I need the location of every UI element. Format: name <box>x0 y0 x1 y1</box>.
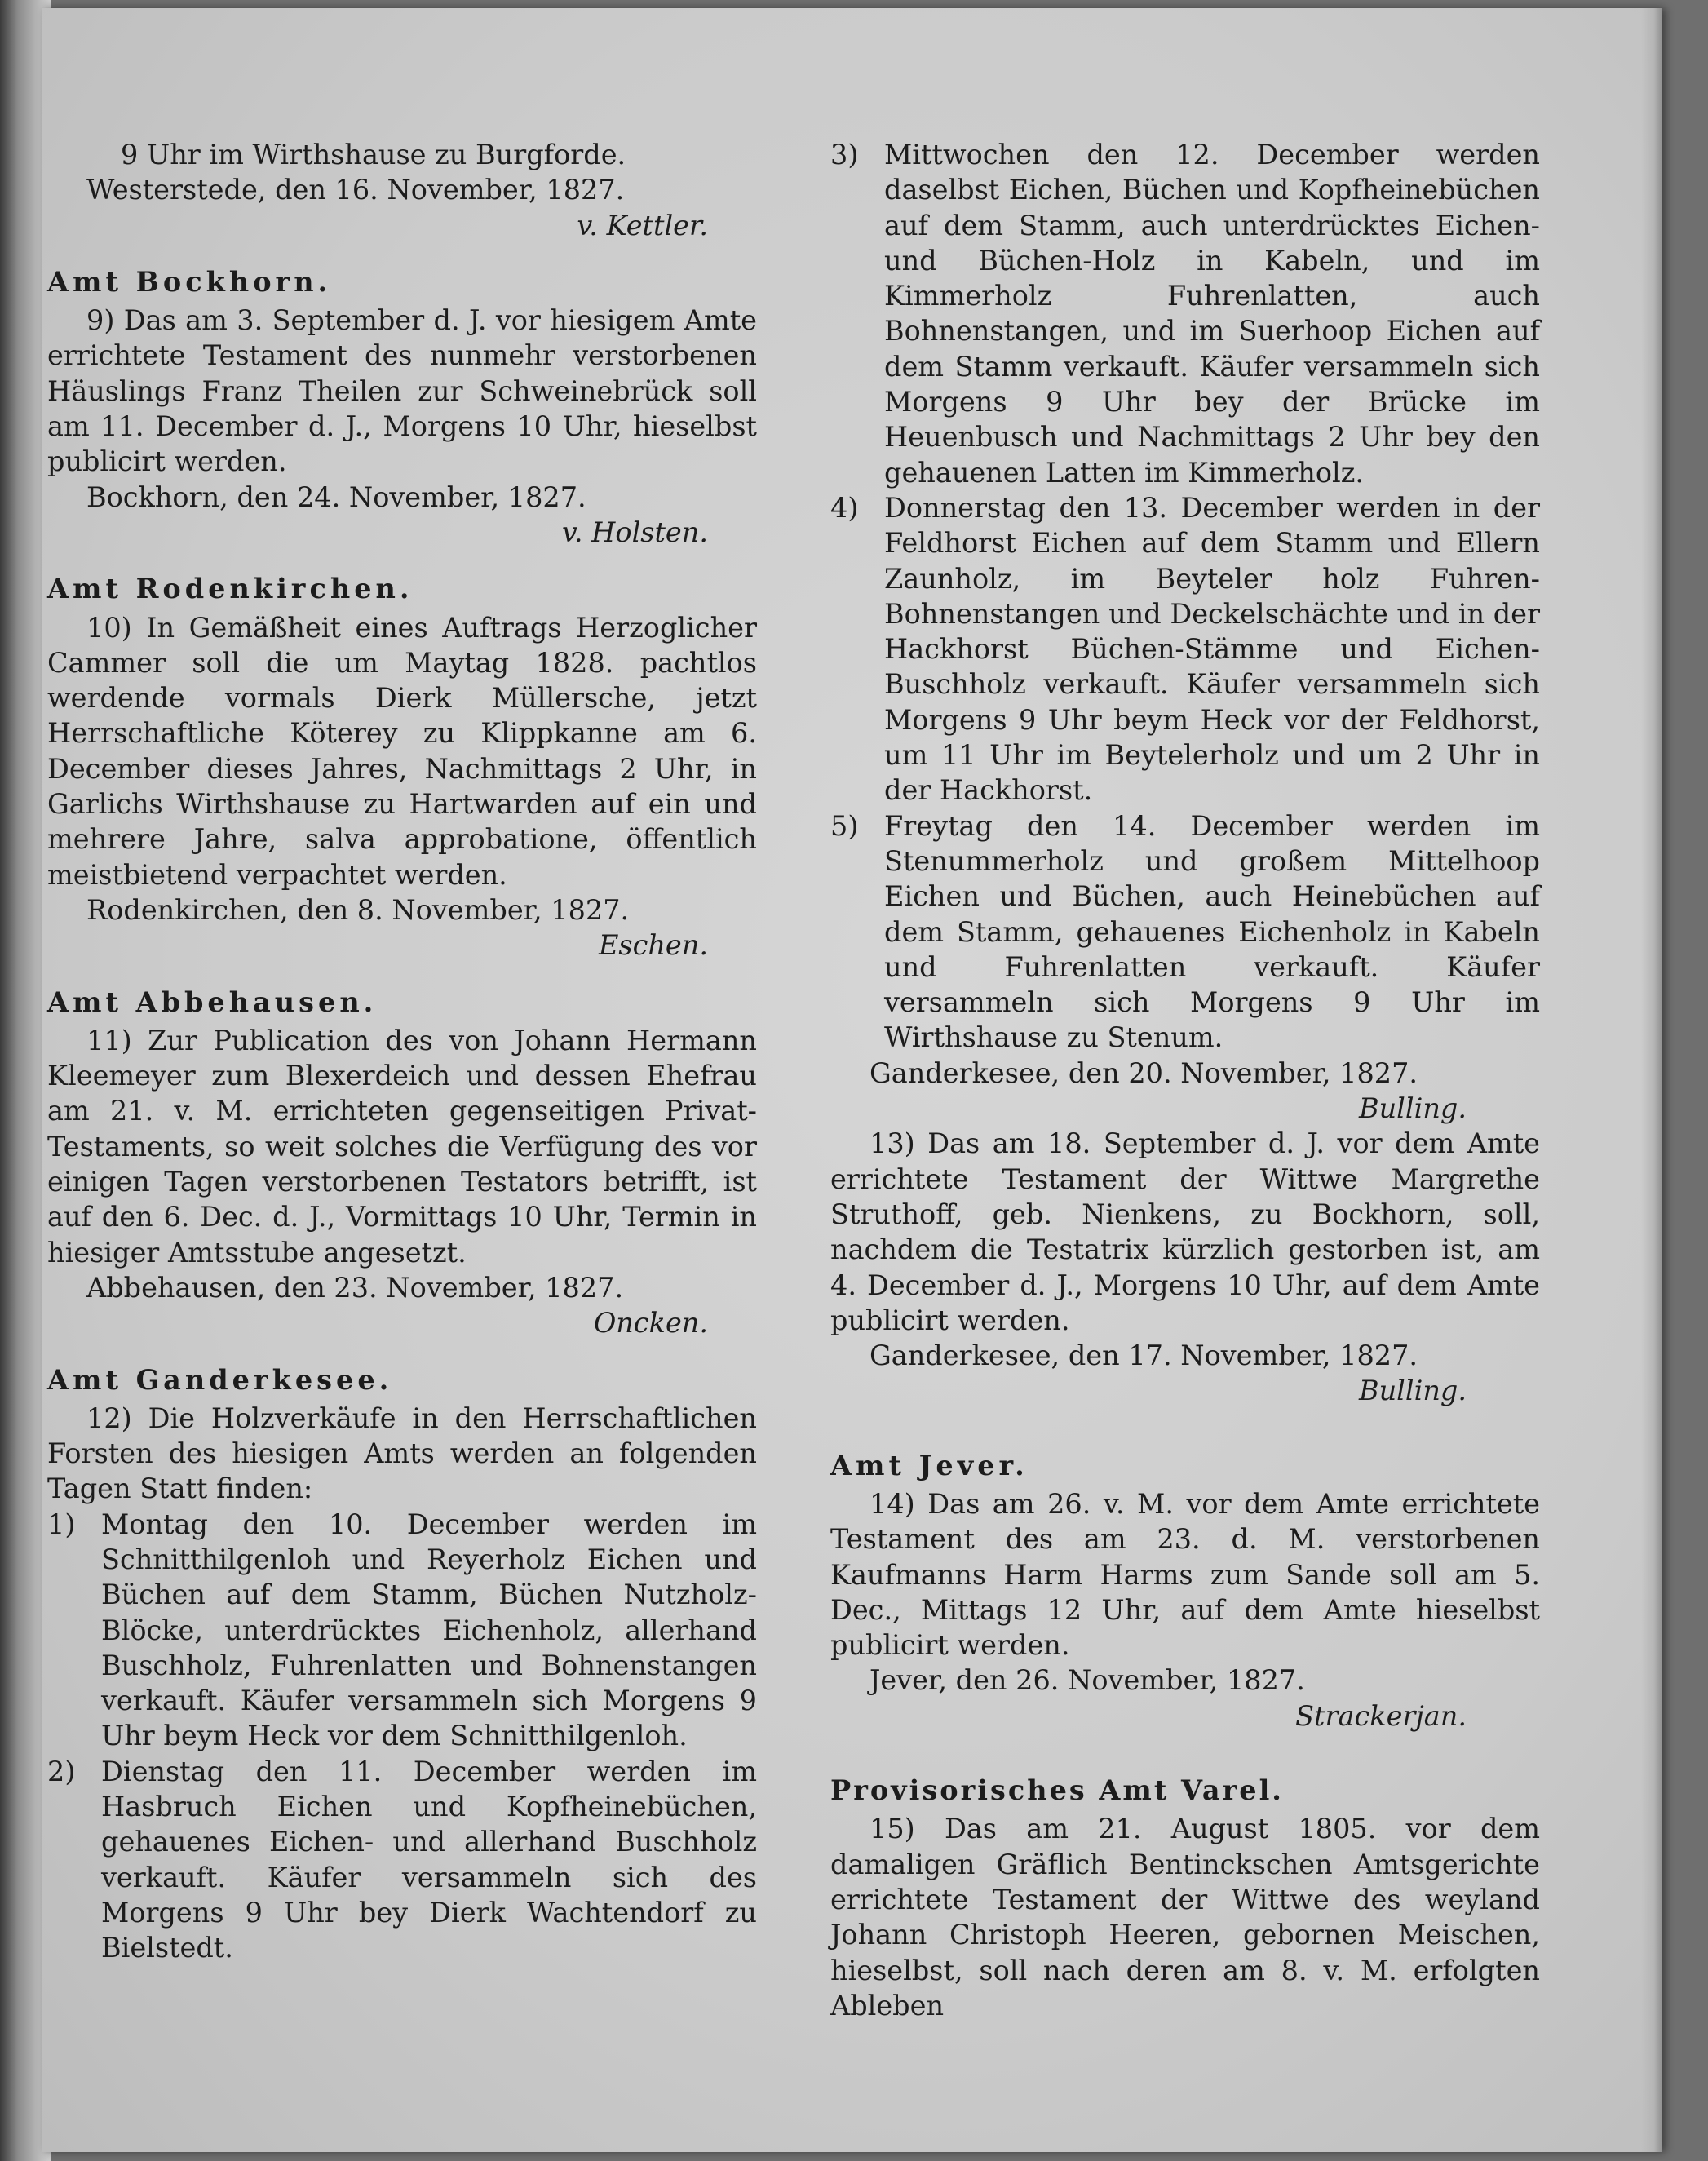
dateline-bockhorn: Bockhorn, den 24. November, 1827. <box>86 480 586 513</box>
paragraph-ganderkesee-intro: 12) Die Holzverkäufe in den Herrschaftlichen Forsten des hiesigen Amts werden an folgenden Tagen Statt finden: <box>47 1402 757 1505</box>
spacer <box>830 1734 1540 1751</box>
paragraph-bockhorn: 9) Das am 3. September d. J. vor hiesigem Amte errichtete Testament des nunmehr verstorbenen Häuslings Franz Theilen zur Schweinebrück soll am 11. December d. J., Morgens 10 Uhr, hieselbst publicirt werden. <box>47 304 757 478</box>
list-item-number: 2) <box>47 1755 76 1787</box>
page-edge-shadow <box>1641 8 1662 2152</box>
paragraph-abbehausen: 11) Zur Publication des von Johann Hermann Kleemeyer zum Blexerdeich und dessen Ehefrau am 21. v. M. errichteten gegenseitigen Privat-Testaments, so weit solches die Verfügung des vor einigen Tagen verstorbenen Testators betrifft, ist auf den 6. Dec. d. J., Vormittags 10 Uhr, Termin in hiesiger Amtsstube angesetzt. <box>47 1024 757 1269</box>
list-item-text: Freytag den 14. December werden im Stenummerholz und großem Mittelhoop Eichen und Büchen, auch Heinebüchen auf dem Stamm, gehauenes Eichenholz in Kabeln und Fuhrenlatten verkauft. Käufer versammeln sich Morgens 9 Uhr im Wirthshause zu Stenum. <box>884 809 1540 1054</box>
list-item-number: 5) <box>830 809 859 842</box>
list-item-number: 4) <box>830 491 859 524</box>
list-item-text: Montag den 10. December werden im Schnitthilgenloh und Reyerholz Eichen und Büchen auf dem Stamm, Büchen Nutzholz-Blöcke, unterdrücktes Eichenholz, allerhand Buschholz, Fuhrenlatten und Bohnenstangen verkauft. Käufer versammeln sich Morgens 9 Uhr beym Heck vor dem Schnitthilgenloh. <box>101 1508 757 1752</box>
signature-bockhorn: v. Holsten. <box>561 516 708 548</box>
dateline-jever: Jever, den 26. November, 1827. <box>869 1664 1305 1697</box>
paragraph-varel: 15) Das am 21. August 1805. vor dem damaligen Gräflich Bentinckschen Amtsgerichte errichtete Testament der Wittwe des weyland Johann Christoph Heeren, gebornen Meischen, hieselbst, soll nach deren am 8. v. M. erfolgten Ableben <box>830 1813 1540 2022</box>
list-item <box>830 808 1540 1056</box>
intro-dateline: Westerstede, den 16. November, 1827. <box>86 174 625 206</box>
list-item-number: 1) <box>47 1508 76 1540</box>
signature-abbehausen: Oncken. <box>593 1307 708 1340</box>
list-item-number: 3) <box>830 139 859 170</box>
intro-line: 9 Uhr im Wirthshause zu Burgforde. <box>121 139 626 170</box>
list-item <box>47 1754 757 1966</box>
spacer <box>830 1409 1540 1427</box>
section-heading-ganderkesee: Amt Ganderkesee. <box>47 1363 393 1396</box>
section-heading-bockhorn: Amt Bockhorn. <box>47 265 332 298</box>
dateline-ganderkesee-items: Ganderkesee, den 20. November, 1827. <box>869 1056 1418 1089</box>
section-heading-jever: Amt Jever. <box>830 1449 1029 1481</box>
section-heading-rodenkirchen: Amt Rodenkirchen. <box>47 573 414 605</box>
document-page <box>42 8 1662 2152</box>
signature-rodenkirchen: Eschen. <box>598 929 708 962</box>
left-column <box>47 137 757 1966</box>
list-item-text: Donnerstag den 13. December werden in der Feldhorst Eichen auf dem Stamm und Ellern Zaunholz, im Beyteler holz Fuhren-Bohnenstangen und Deckelschächte und in der Hackhorst Büchen-Stämme und Eichen-Buschholz verkauft. Käufer versammeln sich Morgens 9 Uhr beym Heck vor der Feldhorst, um 11 Uhr im Beytelerholz und um 2 Uhr in der Hackhorst. <box>884 491 1540 807</box>
dateline-abbehausen: Abbehausen, den 23. November, 1827. <box>86 1271 624 1304</box>
dateline-13: Ganderkesee, den 17. November, 1827. <box>869 1340 1418 1372</box>
paragraph-rodenkirchen: 10) In Gemäßheit eines Auftrags Herzoglicher Cammer soll die um Maytag 1828. pachtlos werdende vormals Dierk Müllersche, jetzt Herrschaftliche Köterey zu Klippkanne am 6. December dieses Jahres, Nachmittags 2 Uhr, in Garlichs Wirthshause zu Hartwarden auf ein und mehrere Jahre, salva approbatione, öffentlich meistbietend verpachtet werden. <box>47 611 757 891</box>
list-item <box>830 490 1540 808</box>
signature-jever: Strackerjan. <box>1295 1699 1467 1732</box>
paragraph-13: 13) Das am 18. September d. J. vor dem Amte errichtete Testament der Wittwe Margrethe Struthoff, geb. Nienkens, zu Bockhorn, soll, nachdem die Testatrix kürzlich gestorben ist, am 4. December d. J., Morgens 10 Uhr, auf dem Amte publicirt werden. <box>830 1127 1540 1336</box>
list-item <box>47 1507 757 1754</box>
list-item-text: Mittwochen den 12. December werden daselbst Eichen, Büchen und Kopfheinebüchen auf dem Stamm, auch unterdrücktes Eichen- und Büchen-Holz in Kabeln, und im Kimmerholz Fuhrenlatten, auch Bohnenstangen, und im Suerhoop Eichen auf dem Stamm verkauft. Käufer versammeln sich Morgens 9 Uhr bey der Brücke im Heuenbusch und Nachmittags 2 Uhr bey den gehauenen Latten im Kimmerholz. <box>884 139 1540 489</box>
dateline-rodenkirchen: Rodenkirchen, den 8. November, 1827. <box>86 893 630 926</box>
intro-signature: v. Kettler. <box>577 209 708 241</box>
section-heading-abbehausen: Amt Abbehausen. <box>47 985 378 1018</box>
list-item-text: Dienstag den 11. December werden im Hasbruch Eichen und Kopfheinebüchen, gehauenes Eichen- und allerhand Buschholz verkauft. Käufer versammeln sich des Morgens 9 Uhr bey Dierk Wachtendorf zu Bielstedt. <box>101 1755 757 1964</box>
list-item <box>830 137 1540 490</box>
paragraph-jever: 14) Das am 26. v. M. vor dem Amte errichtete Testament des am 23. d. M. verstorbenen Kaufmanns Harm Harms zum Sande soll am 5. Dec., Mittags 12 Uhr, auf dem Amte hieselbst publicirt werden. <box>830 1487 1540 1662</box>
section-heading-varel: Provisorisches Amt Varel. <box>830 1774 1284 1807</box>
right-column <box>830 137 1540 2023</box>
signature-ganderkesee-items: Bulling. <box>1358 1092 1467 1125</box>
signature-13: Bulling. <box>1358 1375 1467 1407</box>
